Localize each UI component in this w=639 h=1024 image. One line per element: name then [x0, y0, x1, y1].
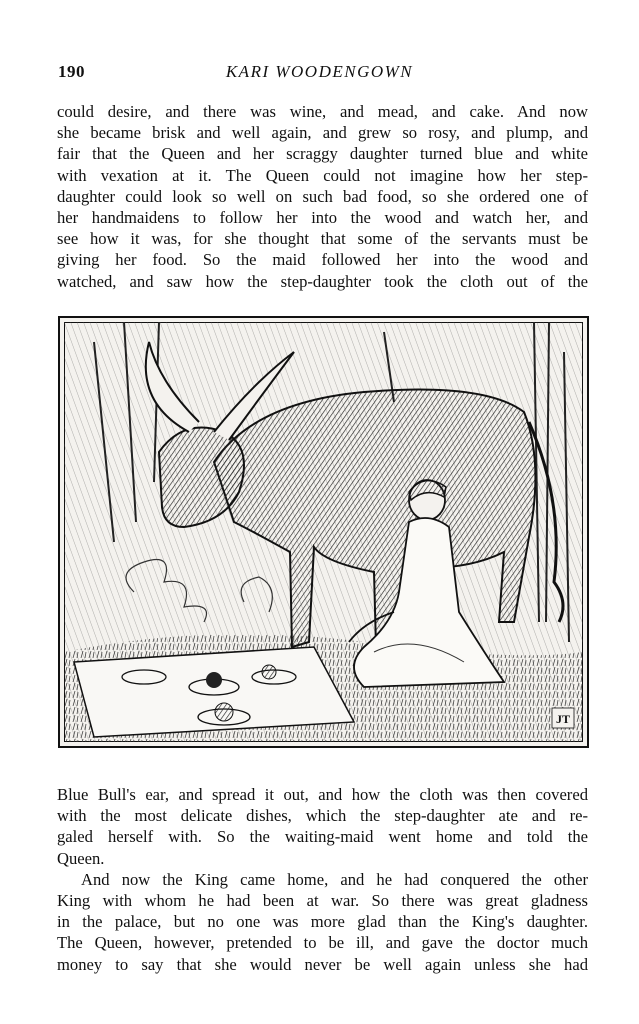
- paragraph-bottom: [57, 784, 588, 975]
- text-line: she became brisk and well again, and grew so rosy, and plump, and: [57, 123, 588, 143]
- text-line: in the palace, but no one was more glad than the King's daughter.: [57, 912, 588, 932]
- text-line: Blue Bull's ear, and spread it out, and how the cloth was then covered: [57, 785, 588, 804]
- text-line: Queen.: [57, 848, 105, 868]
- illustration-blue-bull: [58, 316, 589, 748]
- text-line: galed herself with. So the waiting-maid went home and told the: [57, 827, 588, 847]
- text-line: watched, and saw how the step-daughter took the cloth out of the: [57, 271, 588, 291]
- text-line: could desire, and there was wine, and mead, and cake. And now: [57, 102, 588, 121]
- text-line: her handmaidens to follow her into the wood and watch her, and: [57, 208, 588, 228]
- text-line: money to say that she would never be well again unless she had: [57, 954, 588, 974]
- text-line: daughter could look so well on such bad food, so she ordered one of: [57, 186, 588, 206]
- artist-monogram: [552, 708, 574, 728]
- text-line: The Queen, however, pretended to be ill, and gave the doctor much: [57, 933, 588, 953]
- text-line: with vexation at it. The Queen could not imagine how her step-: [57, 165, 588, 185]
- text-line: see how it was, for she thought that some of the servants must be: [57, 229, 588, 249]
- text-line: fair that the Queen and her scraggy daughter turned blue and white: [57, 144, 588, 164]
- text-line: giving her food. So the maid followed her into the wood and: [57, 250, 588, 270]
- text-line: King with whom he had been at war. So there was great gladness: [57, 891, 588, 911]
- engraving-scene: [64, 322, 583, 742]
- paragraph-top: [57, 101, 588, 292]
- running-title: KARI WOODENGOWN: [225, 62, 414, 81]
- text-line: with the most delicate dishes, which the step-daughter ate and re-: [57, 806, 588, 826]
- monogram-text: JT: [555, 712, 571, 726]
- text-line: And now the King came home, and he had conquered the other: [81, 869, 588, 889]
- page-number: 190: [58, 62, 85, 81]
